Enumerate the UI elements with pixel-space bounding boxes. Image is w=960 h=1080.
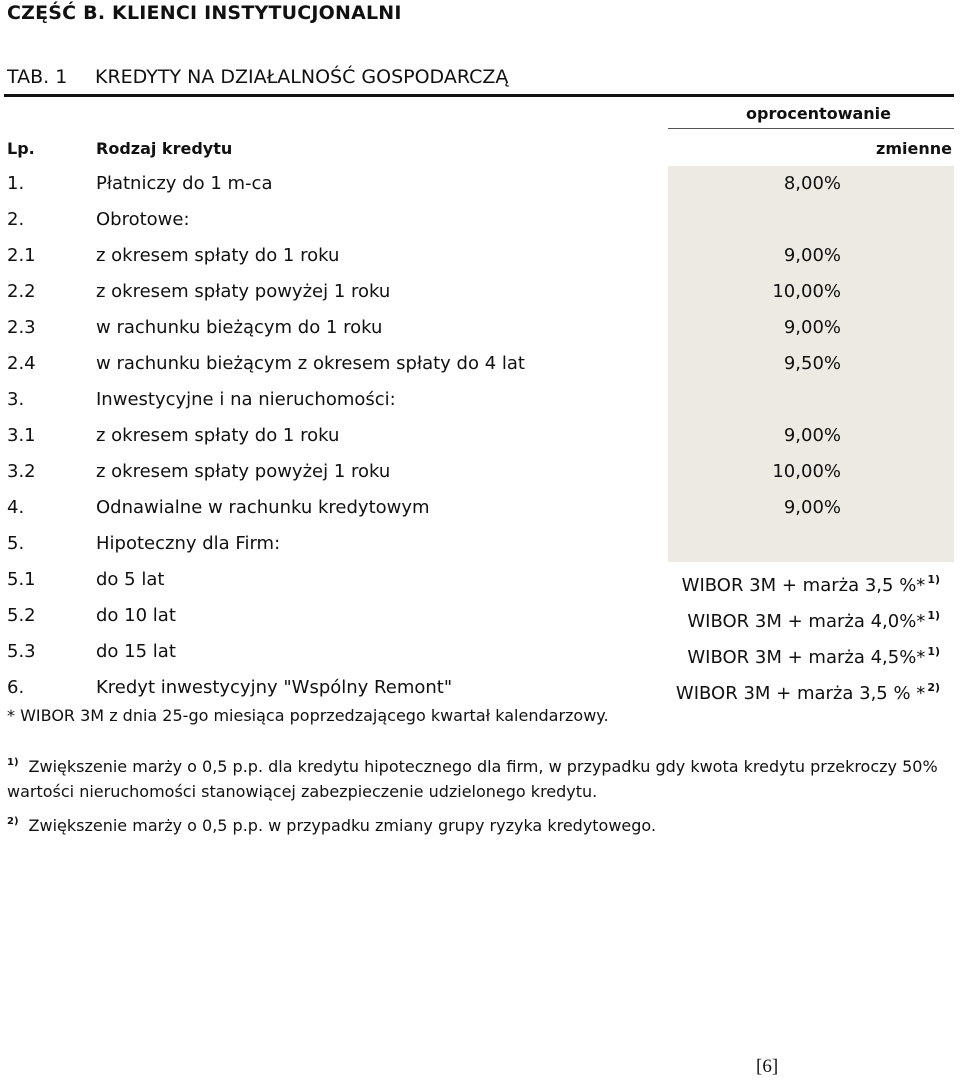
row-credit-type: Płatniczy do 1 m-ca bbox=[96, 173, 273, 194]
footnote-1 bbox=[7, 750, 952, 804]
row-credit-type: z okresem spłaty powyżej 1 roku bbox=[96, 281, 391, 302]
footnote-2 bbox=[7, 809, 952, 838]
row-rate bbox=[676, 670, 940, 712]
row-rate-value: 9,00% bbox=[783, 425, 841, 446]
table-row bbox=[0, 274, 960, 310]
row-rate-value: 9,00% bbox=[783, 317, 841, 338]
rate-header-rule bbox=[668, 128, 954, 129]
row-credit-type: Hipoteczny dla Firm: bbox=[96, 533, 281, 554]
row-rate-value: 9,50% bbox=[783, 353, 841, 374]
row-credit-type: Kredyt inwestycyjny "Wspólny Remont" bbox=[96, 677, 453, 698]
wibor-footnote: * WIBOR 3M z dnia 25-go miesiąca poprzedzającego kwartał kalendarzowy. bbox=[7, 706, 609, 725]
table-row bbox=[0, 490, 960, 526]
row-credit-type: z okresem spłaty do 1 roku bbox=[96, 245, 340, 266]
footnote-1-text: Zwiększenie marży o 0,5 p.p. dla kredytu hipotecznego dla firm, w przypadku gdy kwota kredytu przekroczy 50% wartości nieruchomości stanowiącej zabezpieczenie udzielonego kredytu. bbox=[7, 757, 938, 801]
row-lp: 2.2 bbox=[7, 281, 36, 302]
row-rate-footnote-mark: 2) bbox=[927, 681, 940, 694]
table-row bbox=[0, 166, 960, 202]
table-title-text: KREDYTY NA DZIAŁALNOŚĆ GOSPODARCZĄ bbox=[95, 66, 509, 88]
row-lp: 5.3 bbox=[7, 641, 36, 662]
table-row bbox=[0, 418, 960, 454]
row-rate-value: 9,00% bbox=[783, 245, 841, 266]
row-rate-footnote-mark: 1) bbox=[927, 573, 940, 586]
footnote-1-mark: 1) bbox=[7, 757, 19, 768]
row-lp: 2.4 bbox=[7, 353, 36, 374]
row-lp: 2.3 bbox=[7, 317, 36, 338]
table-row bbox=[0, 202, 960, 238]
table-row bbox=[0, 634, 960, 670]
row-rate bbox=[784, 346, 841, 382]
table-row bbox=[0, 670, 960, 706]
table-row bbox=[0, 382, 960, 418]
row-credit-type: z okresem spłaty powyżej 1 roku bbox=[96, 461, 391, 482]
table-title bbox=[7, 66, 907, 88]
row-rate-value: 8,00% bbox=[783, 173, 841, 194]
row-credit-type: w rachunku bieżącym z okresem spłaty do 4 lat bbox=[96, 353, 525, 374]
table-row bbox=[0, 526, 960, 562]
row-rate-footnote-mark: 1) bbox=[927, 609, 940, 622]
row-lp: 4. bbox=[7, 497, 25, 518]
row-credit-type: Odnawialne w rachunku kredytowym bbox=[96, 497, 430, 518]
table-row bbox=[0, 310, 960, 346]
row-lp: 6. bbox=[7, 677, 25, 698]
row-lp: 1. bbox=[7, 173, 25, 194]
row-rate bbox=[784, 310, 841, 346]
row-rate-value: WIBOR 3M + marża 4,5%* bbox=[687, 647, 926, 668]
table-top-rule bbox=[4, 94, 954, 97]
row-rate-value: 9,00% bbox=[783, 497, 841, 518]
table-row bbox=[0, 238, 960, 274]
row-rate bbox=[784, 490, 841, 526]
row-lp: 3. bbox=[7, 389, 25, 410]
row-rate-value: 10,00% bbox=[772, 281, 841, 302]
row-rate-value: WIBOR 3M + marża 4,0%* bbox=[687, 611, 926, 632]
row-rate bbox=[784, 238, 841, 274]
row-lp: 3.2 bbox=[7, 461, 36, 482]
row-lp: 5.2 bbox=[7, 605, 36, 626]
row-lp: 3.1 bbox=[7, 425, 36, 446]
rate-group-header: oprocentowanie bbox=[746, 104, 891, 123]
type-column-header: Rodzaj kredytu bbox=[96, 139, 233, 158]
row-credit-type: Inwestycyjne i na nieruchomości: bbox=[96, 389, 396, 410]
table-row bbox=[0, 598, 960, 634]
footnote-2-mark: 2) bbox=[7, 816, 19, 827]
variable-rate-column-header: zmienne bbox=[876, 139, 952, 158]
row-rate-footnote-mark: 1) bbox=[927, 645, 940, 658]
table-row bbox=[0, 454, 960, 490]
table-row bbox=[0, 562, 960, 598]
row-credit-type: z okresem spłaty do 1 roku bbox=[96, 425, 340, 446]
row-lp: 2.1 bbox=[7, 245, 36, 266]
table-row bbox=[0, 346, 960, 382]
row-credit-type: do 15 lat bbox=[96, 641, 176, 662]
row-rate-value: WIBOR 3M + marża 3,5 % * bbox=[675, 683, 926, 704]
row-credit-type: Obrotowe: bbox=[96, 209, 190, 230]
footnote-2-text: Zwiększenie marży o 0,5 p.p. w przypadku zmiany grupy ryzyka kredytowego. bbox=[28, 816, 657, 835]
row-credit-type: do 5 lat bbox=[96, 569, 165, 590]
row-rate-value: 10,00% bbox=[772, 461, 841, 482]
row-credit-type: w rachunku bieżącym do 1 roku bbox=[96, 317, 383, 338]
row-rate-value: WIBOR 3M + marża 3,5 %* bbox=[681, 575, 926, 596]
row-lp: 2. bbox=[7, 209, 25, 230]
table-number: TAB. 1 bbox=[7, 66, 68, 88]
row-lp: 5. bbox=[7, 533, 25, 554]
section-title: CZĘŚĆ B. KLIENCI INSTYTUCJONALNI bbox=[7, 2, 402, 24]
lp-column-header: Lp. bbox=[7, 139, 35, 158]
row-lp: 5.1 bbox=[7, 569, 36, 590]
row-rate bbox=[772, 274, 841, 310]
row-credit-type: do 10 lat bbox=[96, 605, 176, 626]
row-rate bbox=[772, 454, 841, 490]
page-number: [6] bbox=[756, 1056, 779, 1077]
row-rate bbox=[784, 418, 841, 454]
row-rate bbox=[784, 166, 841, 202]
